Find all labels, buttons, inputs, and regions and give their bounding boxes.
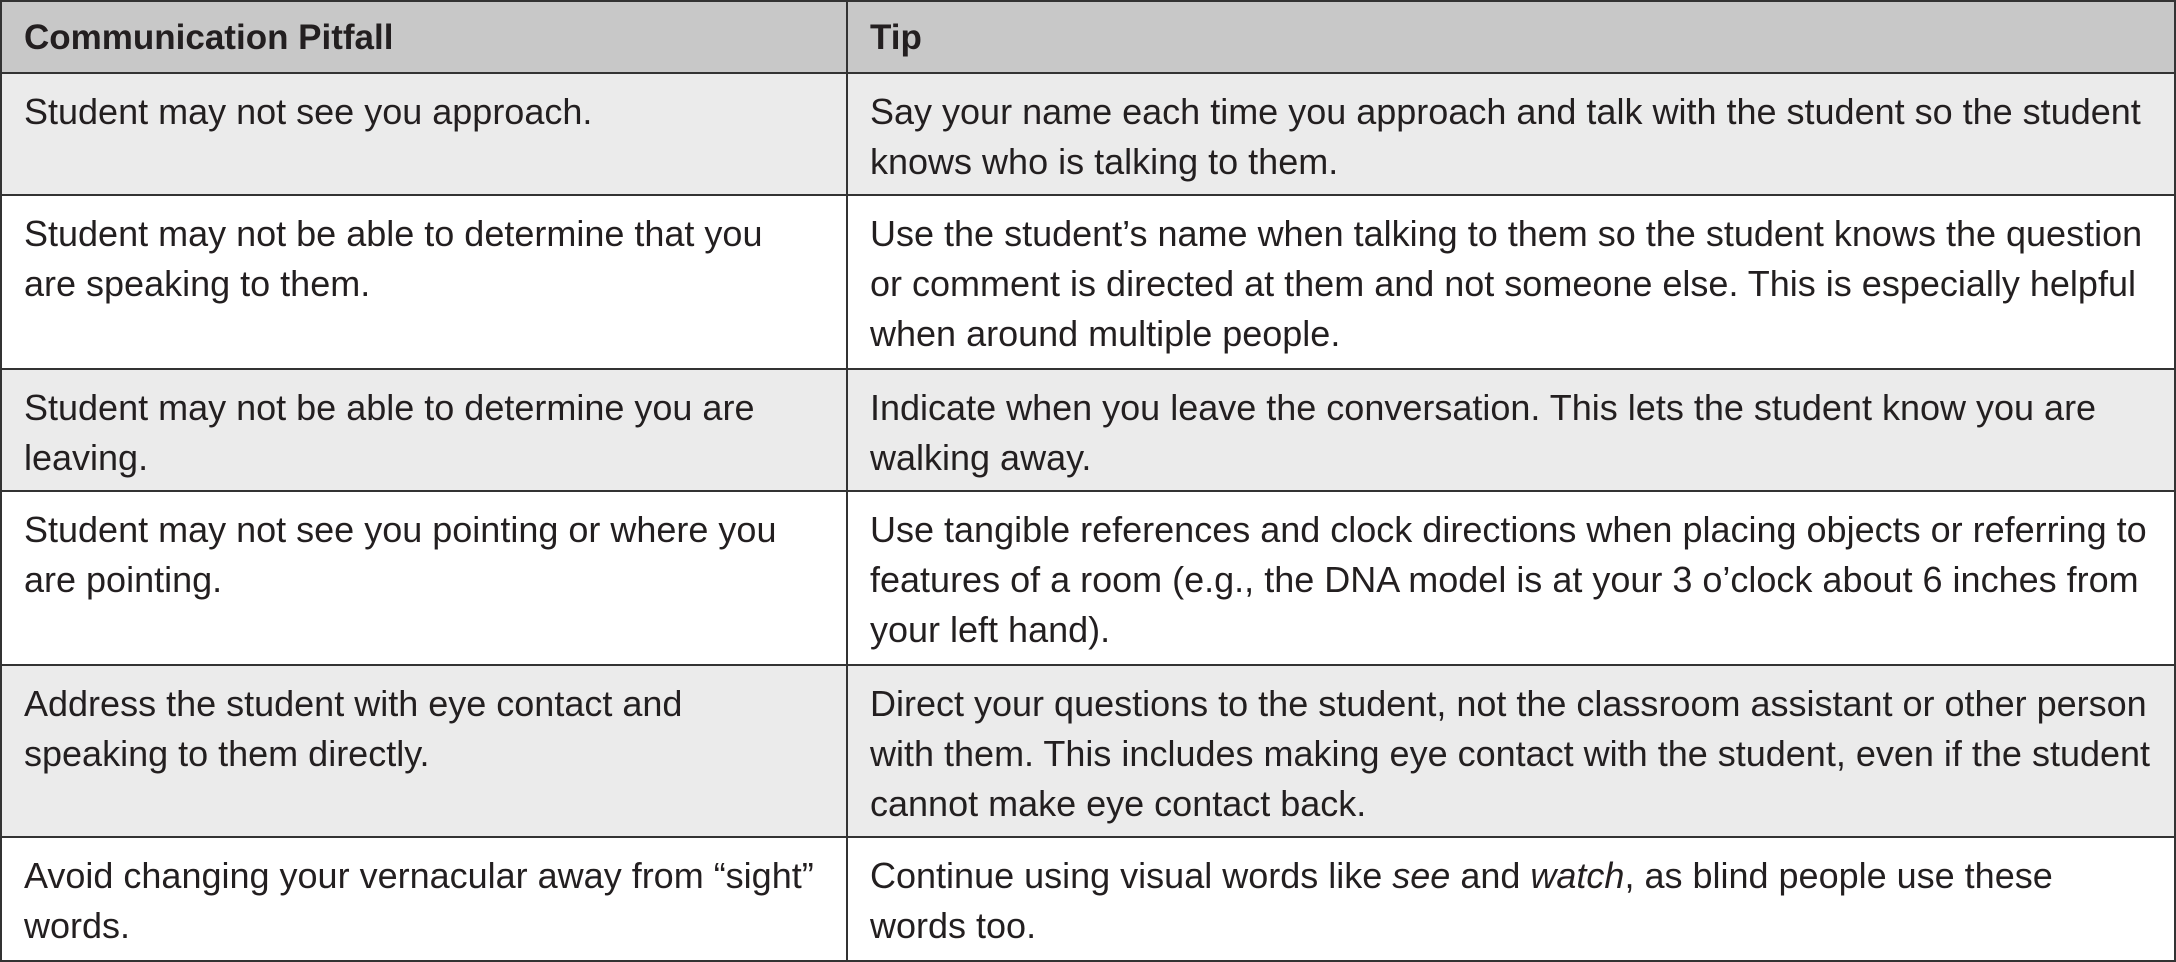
table-row-1-pitfall: Student may not see you approach. xyxy=(2,74,848,196)
table-row-4-tip: Use tangible references and clock directions when placing objects or referring to features of a room (e.g., the DNA model is at your 3 o’clock about 6 inches from your left hand). xyxy=(848,492,2174,666)
table-row-6-tip xyxy=(848,838,2174,960)
table-row-1-tip: Say your name each time you approach and talk with the student so the student knows who is talking to them. xyxy=(848,74,2174,196)
tip-text-middle: and xyxy=(1450,855,1531,896)
table-row-3-pitfall: Student may not be able to determine you are leaving. xyxy=(2,370,848,492)
tip-text-before: Continue using visual words like xyxy=(870,855,1393,896)
table-row-3-tip: Indicate when you leave the conversation. This lets the student know you are walking away. xyxy=(848,370,2174,492)
tip-text-after: , as blind people use these words too. xyxy=(870,855,2053,946)
table-row-5-tip: Direct your questions to the student, not the classroom assistant or other person with them. This includes making eye contact with the student, even if the student cannot make eye contact back. xyxy=(848,666,2174,838)
table-row-4-pitfall: Student may not see you pointing or where you are pointing. xyxy=(2,492,848,666)
table-row-2-tip: Use the student’s name when talking to them so the student knows the question or comment is directed at them and not someone else. This is especially helpful when around multiple people. xyxy=(848,196,2174,370)
tip-emphasis-watch: watch xyxy=(1530,855,1625,896)
column-header-pitfall: Communication Pitfall xyxy=(2,2,848,74)
tip-emphasis-see: see xyxy=(1392,855,1451,896)
table-row-6-pitfall: Avoid changing your vernacular away from “sight” words. xyxy=(2,838,848,960)
table-row-2-pitfall: Student may not be able to determine that you are speaking to them. xyxy=(2,196,848,370)
column-header-tip: Tip xyxy=(848,2,2174,74)
table-row-5-pitfall: Address the student with eye contact and speaking to them directly. xyxy=(2,666,848,838)
